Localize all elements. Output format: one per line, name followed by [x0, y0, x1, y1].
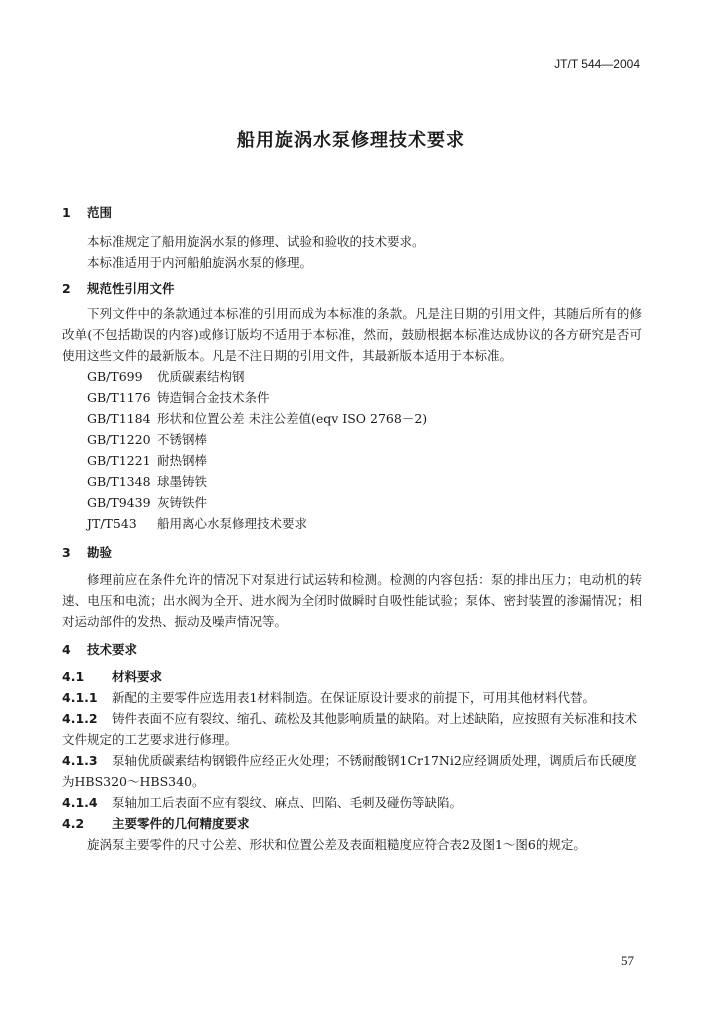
clause-number: 4.1.1	[62, 690, 98, 705]
clause-text: 泵轴优质碳素结构钢锻件应经正火处理；不锈耐酸钢1Cr17Ni2应经调质处理，调质后布氏硬度为HBS320～HBS340。	[62, 753, 637, 789]
paragraph: 修理前应在条件允许的情况下对泵进行试运转和检测。检测的内容包括：泵的排出压力；电动机的转速、电压和电流；出水阀为全开、进水阀为全闭时做瞬时自吸性能试验；泵体、密封装置的渗漏情况；相对运动部件的发热、振动及噪声情况等。	[62, 572, 642, 629]
reference-item	[62, 429, 642, 450]
clause-text: 新配的主要零件应选用表1材料制造。在保证原设计要求的前提下，可用其他材料代替。	[112, 690, 595, 705]
clause-number: 4.1.2	[62, 711, 98, 726]
subsection-title: 主要零件的几何精度要求	[112, 816, 250, 831]
reference-code: GB/T1176	[87, 390, 151, 405]
clause	[62, 750, 642, 792]
reference-code: GB/T1220	[87, 432, 151, 447]
subsection-heading	[62, 813, 642, 834]
section-heading	[62, 278, 642, 299]
section-2	[62, 278, 642, 534]
reference-item	[62, 408, 642, 429]
reference-item	[62, 450, 642, 471]
document-title: 船用旋涡水泵修理技术要求	[237, 130, 465, 151]
clause	[62, 792, 642, 813]
section-heading	[62, 542, 642, 563]
reference-item	[62, 387, 642, 408]
reference-title: 灰铸铁件	[157, 495, 208, 510]
reference-title: 铸造铜合金技术条件	[157, 390, 270, 405]
reference-item	[62, 513, 642, 534]
paragraph: 本标准适用于内河船舶旋涡水泵的修理。	[87, 255, 313, 270]
reference-item	[62, 366, 642, 387]
section-number: 4	[62, 642, 71, 657]
reference-code: GB/T9439	[87, 495, 151, 510]
subsection-number: 4.1	[62, 669, 85, 684]
section-number: 1	[62, 205, 71, 220]
reference-title: 耐热钢棒	[157, 453, 208, 468]
clause	[62, 708, 642, 750]
paragraph: 下列文件中的条款通过本标准的引用而成为本标准的条款。凡是注日期的引用文件，其随后所有的修改单(不包括勘误的内容)或修订版均不适用于本标准，然而，鼓励根据本标准达成协议的各方研究是否可使用这些文件的最新版本。凡是不注日期的引用文件，其最新版本适用于本标准。	[62, 306, 642, 363]
reference-title: 船用离心水泵修理技术要求	[157, 516, 308, 531]
reference-code: JT/T543	[87, 516, 137, 531]
reference-title: 球墨铸铁	[157, 474, 208, 489]
section-heading	[62, 639, 642, 660]
section-3	[62, 542, 642, 632]
clause	[62, 687, 642, 708]
section-1	[62, 202, 642, 273]
section-heading	[62, 202, 642, 223]
paragraph: 本标准规定了船用旋涡水泵的修理、试验和验收的技术要求。	[87, 234, 425, 249]
reference-title: 不锈钢棒	[157, 432, 208, 447]
clause-number: 4.1.4	[62, 795, 98, 810]
clause-text: 泵轴加工后表面不应有裂纹、麻点、凹陷、毛刺及碰伤等缺陷。	[112, 795, 463, 810]
reference-item	[62, 492, 642, 513]
page-number: 57	[621, 953, 634, 968]
section-title: 规范性引用文件	[87, 281, 175, 296]
reference-list	[62, 366, 642, 534]
reference-item	[62, 471, 642, 492]
reference-title: 形状和位置公差 未注公差值(eqv ISO 2768－2)	[157, 411, 428, 426]
clause-number: 4.1.3	[62, 753, 98, 768]
subsection-title: 材料要求	[112, 669, 163, 684]
reference-code: GB/T1348	[87, 474, 151, 489]
section-title: 技术要求	[87, 642, 138, 657]
standard-code: JT/T 544—2004	[554, 57, 640, 71]
subsection-number: 4.2	[62, 816, 85, 831]
reference-code: GB/T1184	[87, 411, 151, 426]
section-number: 3	[62, 545, 71, 560]
reference-code: GB/T1221	[87, 453, 151, 468]
subsection-heading	[62, 666, 642, 687]
section-4	[62, 639, 642, 855]
clause-text: 铸件表面不应有裂纹、缩孔、疏松及其他影响质量的缺陷。对上述缺陷，应按照有关标准和技术文件规定的工艺要求进行修理。	[62, 711, 638, 747]
section-number: 2	[62, 281, 71, 296]
section-title: 范围	[87, 205, 113, 220]
paragraph: 旋涡泵主要零件的尺寸公差、形状和位置公差及表面粗糙度应符合表2及图1～图6的规定。	[87, 837, 586, 852]
reference-code: GB/T699	[87, 369, 143, 384]
section-title: 勘验	[87, 545, 113, 560]
reference-title: 优质碳素结构钢	[157, 369, 245, 384]
